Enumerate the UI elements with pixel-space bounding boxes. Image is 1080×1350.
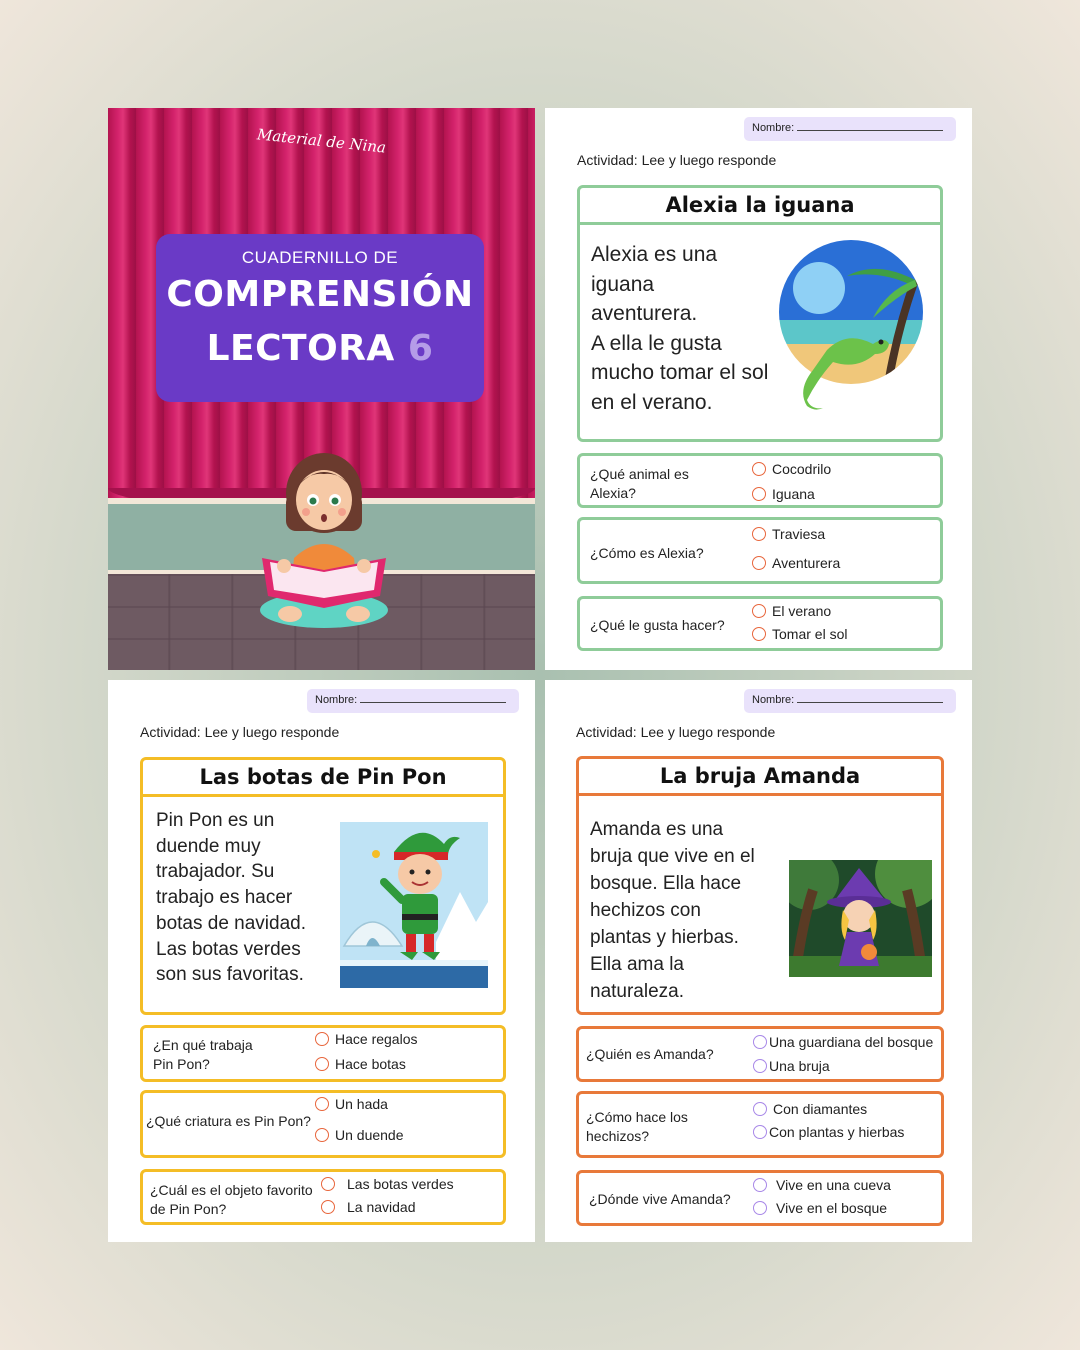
question-1: [576, 1026, 944, 1082]
question-text: ¿Cómo es Alexia?: [590, 545, 704, 561]
cover-title-box: [156, 234, 484, 402]
option-la-navidad[interactable]: La navidad: [321, 1199, 416, 1215]
elf-illustration: [340, 822, 488, 988]
option-vive-en-el-bosque[interactable]: Vive en el bosque: [753, 1200, 887, 1216]
option-con-diamantes[interactable]: Con diamantes: [753, 1101, 867, 1117]
option-tomar-el-sol[interactable]: Tomar el sol: [752, 626, 847, 642]
story-text: Pin Pon es un duende muy trabajador. Su trabajo es hacer botas de navidad. Las botas verdes son sus favoritas.: [156, 810, 307, 986]
iguana-illustration: [777, 240, 927, 414]
question-text: ¿Qué animal es Alexia?: [590, 466, 689, 501]
story-title: La bruja Amanda: [579, 759, 941, 796]
option-una-bruja[interactable]: Una bruja: [753, 1058, 830, 1074]
option-un-hada[interactable]: Un hada: [315, 1096, 388, 1112]
activity-instruction: Actividad: Lee y luego responde: [140, 724, 340, 740]
question-3: [140, 1169, 506, 1225]
option-guardiana[interactable]: Una guardiana del bosque: [753, 1034, 933, 1050]
option-el-verano[interactable]: El verano: [752, 603, 831, 619]
activity-instruction: Actividad: Lee y luego responde: [576, 724, 776, 740]
name-field[interactable]: Nombre:: [744, 689, 956, 713]
question-text: ¿En qué trabaja Pin Pon?: [153, 1037, 253, 1072]
activity-instruction: Actividad: Lee y luego responde: [577, 152, 777, 168]
question-text: ¿Cómo hace los hechizos?: [586, 1109, 688, 1144]
option-vive-en-una-cueva[interactable]: Vive en una cueva: [753, 1177, 891, 1193]
story-text: Alexia es una iguana aventurera. A ella le gusta mucho tomar el sol en el verano.: [591, 243, 769, 414]
question-1: [140, 1025, 506, 1082]
story-box: [140, 757, 506, 1015]
option-hace-regalos[interactable]: Hace regalos: [315, 1031, 418, 1047]
cover-number: 6: [407, 328, 434, 369]
brand-logo: Material de Nina: [256, 125, 387, 157]
question-text: ¿Dónde vive Amanda?: [589, 1191, 731, 1207]
option-con-plantas[interactable]: Con plantas y hierbas: [753, 1124, 904, 1140]
option-un-duende[interactable]: Un duende: [315, 1127, 404, 1143]
worksheet-amanda: [545, 680, 972, 1242]
worksheet-pin-pon: [108, 680, 535, 1242]
witch-illustration: [789, 860, 932, 977]
question-1: [577, 453, 943, 508]
question-3: [577, 596, 943, 651]
option-aventurera[interactable]: Aventurera: [752, 555, 840, 571]
name-field[interactable]: Nombre:: [307, 689, 519, 713]
option-traviesa[interactable]: Traviesa: [752, 526, 825, 542]
question-2: [140, 1090, 506, 1158]
worksheet-alexia: [545, 108, 972, 670]
option-las-botas-verdes[interactable]: Las botas verdes: [321, 1176, 454, 1192]
cover-title-line1: COMPRENSIÓN: [166, 274, 474, 315]
cover-subtitle: CUADERNILLO DE: [241, 248, 399, 267]
story-title: Alexia la iguana: [580, 188, 940, 225]
story-text: Amanda es una bruja que vive en el bosque. Ella hace hechizos con plantas y hierbas. Ella ama la naturaleza.: [590, 819, 755, 1002]
question-text: ¿Qué criatura es Pin Pon?: [146, 1113, 311, 1129]
question-3: [576, 1170, 944, 1226]
name-field[interactable]: Nombre:: [744, 117, 956, 141]
question-text: ¿Quién es Amanda?: [586, 1046, 714, 1062]
question-2: [576, 1091, 944, 1158]
story-title: Las botas de Pin Pon: [143, 760, 503, 797]
question-2: [577, 517, 943, 584]
cover-page: [108, 108, 535, 670]
question-text: ¿Cuál es el objeto favorito de Pin Pon?: [150, 1182, 313, 1217]
story-box: [576, 756, 944, 1015]
question-text: ¿Qué le gusta hacer?: [590, 617, 725, 633]
story-box: [577, 185, 943, 442]
reading-girl-illustration: [244, 438, 404, 638]
option-hace-botas[interactable]: Hace botas: [315, 1056, 406, 1072]
option-iguana[interactable]: Iguana: [752, 486, 815, 502]
cover-title-line2: LECTORA 6: [206, 328, 434, 369]
option-cocodrilo[interactable]: Cocodrilo: [752, 461, 831, 477]
